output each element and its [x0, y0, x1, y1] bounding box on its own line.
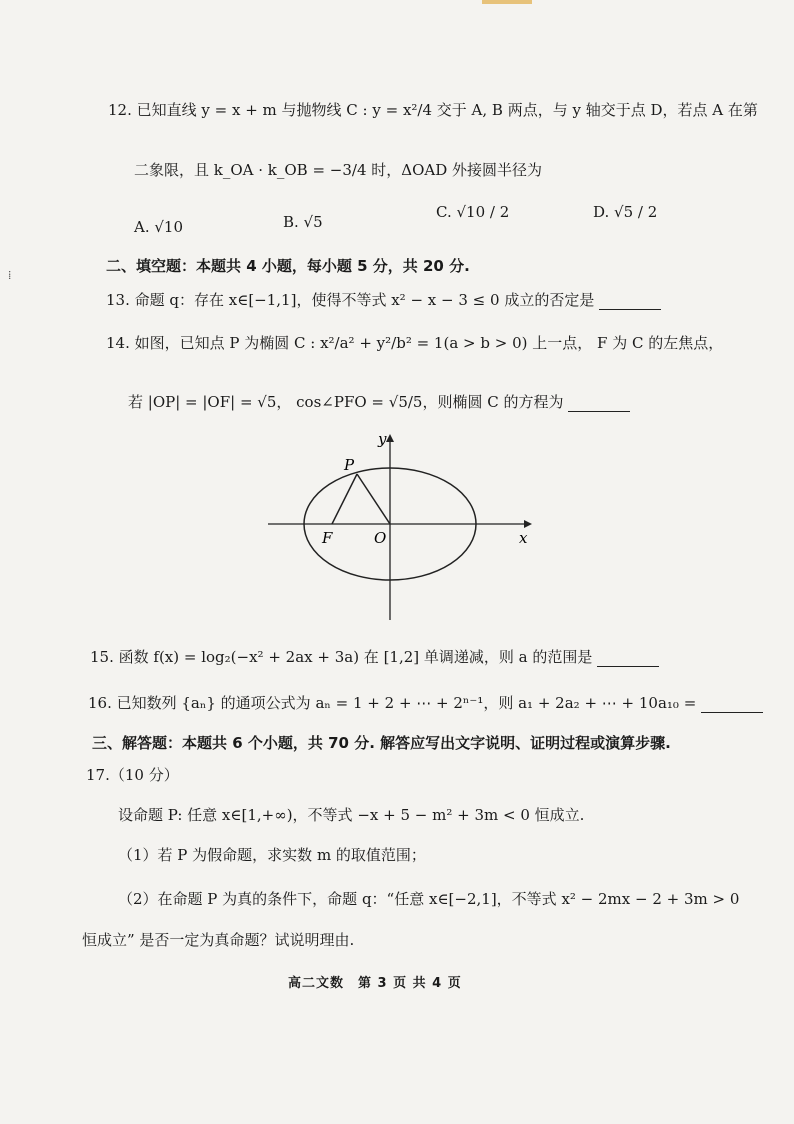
q12-option-a: A. √10 — [134, 218, 184, 236]
q16-answer-blank — [701, 712, 763, 713]
q15-answer-blank — [597, 666, 659, 667]
y-axis-arrow — [386, 434, 394, 442]
q15-body: 15. 函数 f(x) = log₂(−x² + 2ax + 3a) 在 [1,2] 单调递减，则 a 的范围是 — [90, 648, 593, 666]
q13-answer-blank — [599, 309, 661, 310]
q17-part2-line1: （2）在命题 P 为真的条件下，命题 q：“任意 x∈[−2,1]，不等式 x² − 2mx − 2 + 3m > 0 — [118, 890, 740, 908]
q17-part2-line2: 恒成立” 是否一定为真命题？试说明理由. — [82, 931, 355, 949]
section-solution-heading: 三、解答题：本题共 6 个小题，共 70 分. 解答应写出文字说明、证明过程或演算步骤. — [92, 734, 671, 752]
section-fill-in-heading: 二、填空题：本题共 4 小题，每小题 5 分，共 20 分. — [106, 257, 470, 275]
q14-answer-blank — [568, 411, 630, 412]
q16-body: 16. 已知数列 {aₙ} 的通项公式为 aₙ = 1 + 2 + ⋯ + 2ⁿ⁻¹，则 a₁ + 2a₂ + ⋯ + 10a₁₀ = — [88, 694, 697, 712]
q15-text — [90, 647, 659, 667]
segment-FP — [332, 474, 357, 524]
x-axis-arrow — [524, 520, 532, 528]
q17-heading: 17.（10 分） — [86, 766, 179, 784]
binding-mark: ⁞ — [8, 268, 12, 282]
q17-part1: （1）若 P 为假命题，求实数 m 的取值范围； — [118, 846, 426, 864]
q13-body: 13. 命题 q：存在 x∈[−1,1]，使得不等式 x² − x − 3 ≤ 0 成立的否定是 — [106, 291, 595, 309]
label-y: y — [378, 430, 387, 448]
segment-PO — [357, 474, 390, 524]
ellipse-figure — [262, 430, 542, 630]
label-x: x — [519, 529, 528, 547]
q12-option-d: D. √5 / 2 — [593, 203, 658, 221]
tape-strip — [482, 0, 532, 4]
q13-text — [106, 290, 661, 310]
q12-option-c: C. √10 / 2 — [436, 203, 510, 221]
q14-line1: 14. 如图，已知点 P 为椭圆 C : x²/a² + y²/b² = 1(a > b > 0) 上一点， F 为 C 的左焦点， — [106, 334, 724, 352]
q16-text — [88, 693, 763, 713]
q14-line2-body: 若 |OP| = |OF| = √5， cos∠PFO = √5/5，则椭圆 C 的方程为 — [128, 393, 564, 411]
q12-line1: 12. 已知直线 y = x + m 与抛物线 C : y = x²/4 交于 A, B 两点，与 y 轴交于点 D，若点 A 在第 — [108, 101, 758, 119]
q12-line2: 二象限，且 k_OA · k_OB = −3/4 时，ΔOAD 外接圆半径为 — [134, 161, 543, 179]
label-F: F — [322, 529, 333, 547]
q14-line2 — [128, 392, 630, 412]
q12-option-b: B. √5 — [283, 213, 323, 231]
q17-premise: 设命题 P: 任意 x∈[1,+∞)，不等式 −x + 5 − m² + 3m < 0 恒成立. — [118, 806, 585, 824]
label-P: P — [344, 456, 355, 474]
page-footer: 高二文数 第 3 页 共 4 页 — [288, 976, 462, 991]
label-O: O — [374, 529, 387, 547]
